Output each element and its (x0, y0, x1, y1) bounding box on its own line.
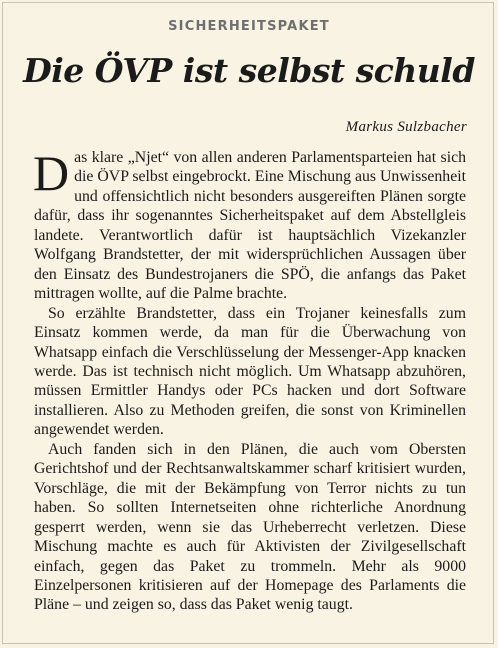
headline: Die ÖVP ist selbst schuld (23, 51, 475, 90)
drop-cap: D (33, 145, 70, 201)
article-paragraph-3: Auch fanden sich in den Plänen, die auch vom Obersten Gerichtshof und der Rechtsanwaltskammer scharf kritisiert wurden, Vorschläge, die mit der Bekämpfung von Terror nichts zu tun haben. So sollten Internetseiten ohne richterliche Anordnung gesperrt werden, wenn sie das Urheberrecht verletzen. Diese Mischung machte es auch für Aktivisten der Zivilgesellschaft einfach, gegen das Paket zu trommeln. Mehr als 9000 Einzelpersonen kritisieren auf der Homepage des Parlaments die Pläne – und zeigen so, dass das Paket wenig taugt. (34, 440, 466, 614)
article-body (33, 145, 466, 615)
author-byline: Markus Sulzbacher (345, 119, 467, 135)
article-paragraph-1-text: as klare „Njet“ von allen anderen Parlamentsparteien hat sich die ÖVP selbst eingebrockt. Eine Mischung aus Unwissenheit und offensichtlich nicht besonders ausgereiften Plänen sorgte dafür, dass ihr sogenanntes Sicherheitspaket auf dem Abstellgleis landete. Verantwortlich dafür ist hauptsächlich Vizekanzler Wolfgang Brandstetter, der mit widersprüchlichen Aussagen über den Einsatz des Bundestrojaners die SPÖ, die anfangs das Paket mittragen wollte, auf die Palme brachte. (34, 149, 466, 303)
article-paragraph-2: So erzählte Brandstetter, dass ein Trojaner keinesfalls zum Einsatz kommen werde, da man für die Überwachung von Whatsapp einfach die Verschlüsselung der Messenger-App knacken werde. Das ist technisch nicht möglich. Um Whatsapp abzuhören, müssen Ermittler Handys oder PCs hacken und dort Software installieren. Also zu Methoden greifen, die sonst von Kriminellen angewendet werden. (34, 304, 466, 439)
kicker: SICHERHEITSPAKET (168, 19, 330, 34)
article-paragraph-1 (33, 145, 466, 304)
